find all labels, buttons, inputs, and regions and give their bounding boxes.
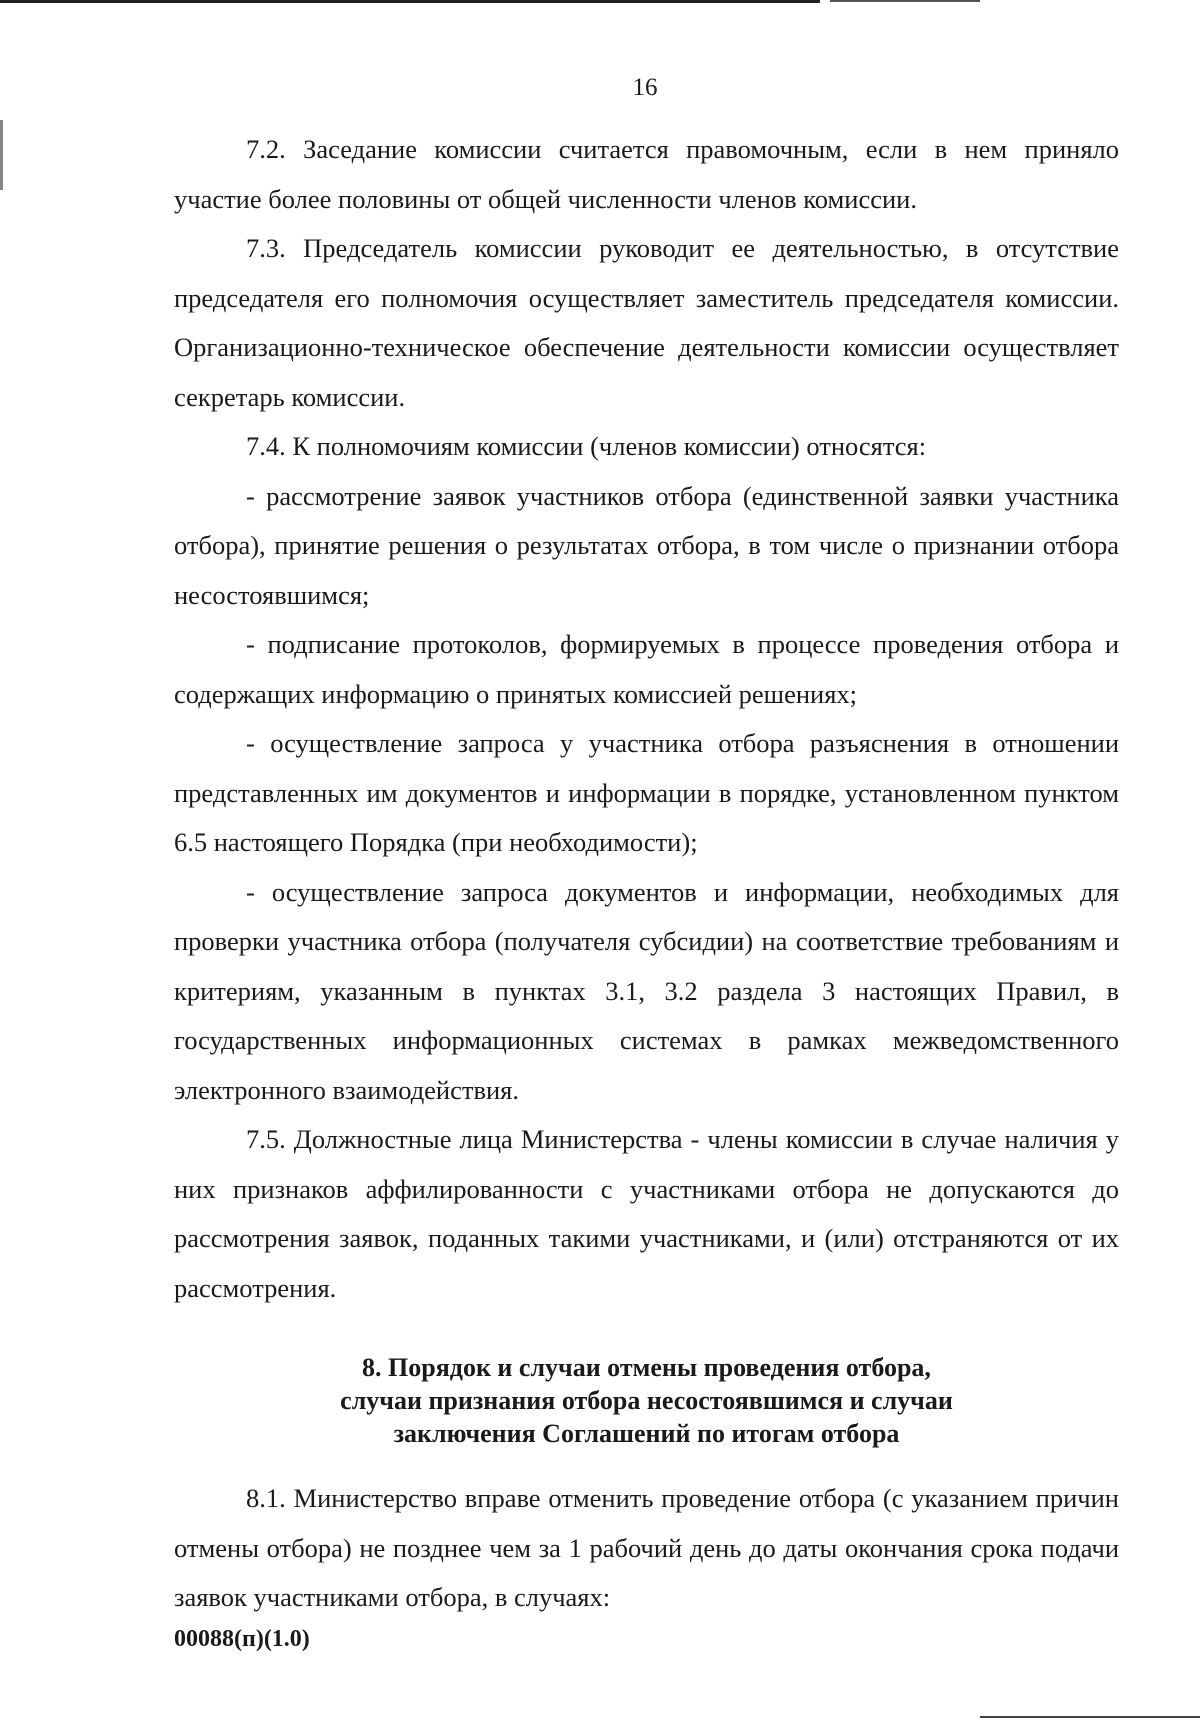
- document-code: 00088(п)(1.0): [174, 1626, 310, 1652]
- list-item-request-documents: - осуществление запроса документов и информации, необходимых для проверки участника отбора (получателя субсидии) на соответствие требованиям и критериям, указанным в пунктах 3.1, 3.2 раздела 3 настоящих Правил, в государственных информационных системах в рамках межведомственного электронного взаимодействия.: [174, 876, 1119, 1105]
- paragraph-7-3: 7.3. Председатель комиссии руководит ее деятельностью, в отсутствие председателя его полномочия осуществляет заместитель председателя комиссии. Организационно-техническое обеспечение деятельности комиссии осуществляет секретарь комиссии.: [174, 233, 1119, 412]
- scan-bottom-rule: [980, 1716, 1200, 1718]
- list-item-sign-protocols: - подписание протоколов, формируемых в процессе проведения отбора и содержащих информацию о принятых комиссией решениях;: [174, 629, 1119, 709]
- section-heading-line: случаи признания отбора несостоявшимся и случаи: [340, 1386, 953, 1415]
- page-number: 16: [632, 74, 658, 101]
- document-body: [174, 125, 1119, 1623]
- scan-side-mark: [0, 120, 3, 190]
- scan-top-rule-short: [830, 0, 980, 2]
- paragraph-8-1: 8.1. Министерство вправе отменить проведение отбора (с указанием причин отмены отбора) не позднее чем за 1 рабочий день до даты окончания срока подачи заявок участниками отбора, в случаях:: [174, 1483, 1119, 1612]
- scan-top-rule: [0, 0, 820, 3]
- paragraph-7-4: 7.4. К полномочиям комиссии (членов комиссии) относятся:: [246, 431, 927, 461]
- section-heading-8: [174, 1351, 1119, 1450]
- paragraph-7-2: 7.2. Заседание комиссии считается правомочным, если в нем приняло участие более половины от общей численности членов комиссии.: [174, 134, 1119, 214]
- paragraph-7-5: 7.5. Должностные лица Министерства - члены комиссии в случае наличия у них признаков аффилированности с участниками отбора не допускаются до рассмотрения заявок, поданных такими участниками, и (или) отстраняются от их рассмотрения.: [174, 1124, 1119, 1303]
- list-item-review-applications: - рассмотрение заявок участников отбора (единственной заявки участника отбора), принятие решения о результатах отбора, в том числе о признании отбора несостоявшимся;: [174, 480, 1119, 610]
- section-heading-line: заключения Соглашений по итогам отбора: [393, 1419, 900, 1448]
- section-heading-line: 8. Порядок и случаи отмены проведения отбора,: [362, 1353, 931, 1382]
- list-item-request-clarification: - осуществление запроса у участника отбора разъяснения в отношении представленных им документов и информации в порядке, установленном пунктом 6.5 настоящего Порядка (при необходимости);: [174, 728, 1119, 857]
